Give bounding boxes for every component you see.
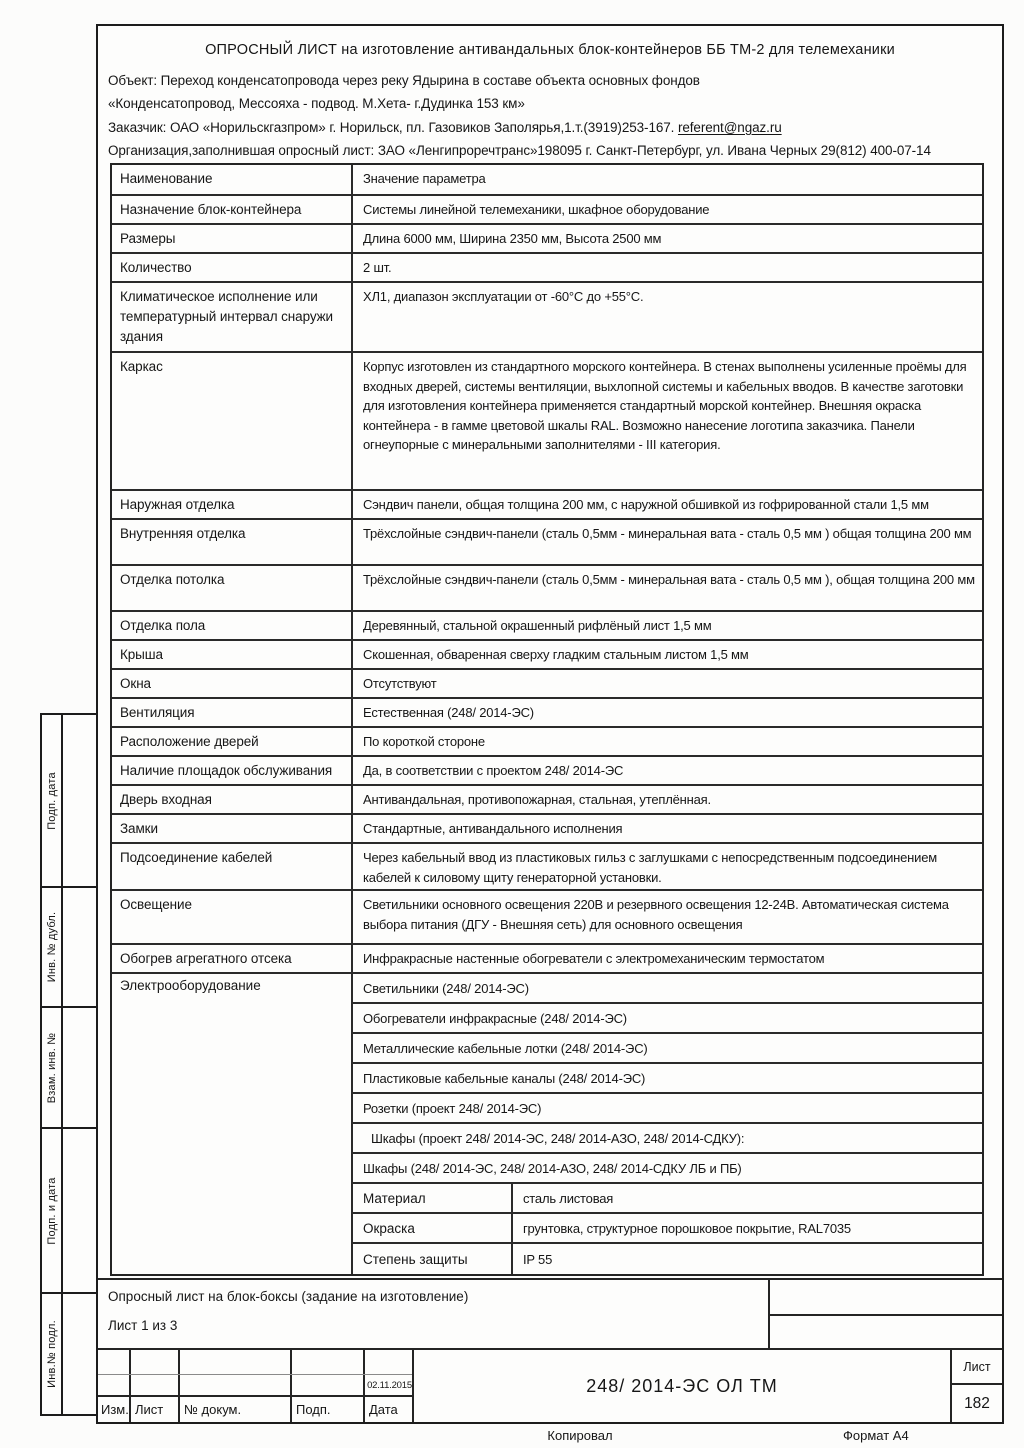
param-name-cell: Окраска bbox=[353, 1214, 513, 1242]
electro-pair bbox=[353, 1244, 982, 1274]
electro-item: Розетки (проект 248/ 2014-ЭС) bbox=[353, 1094, 982, 1124]
electro-item: Пластиковые кабельные каналы (248/ 2014-ЭС) bbox=[353, 1064, 982, 1094]
stamp-col-podp: Подп. bbox=[292, 1397, 365, 1422]
param-name-cell: Крыша bbox=[112, 641, 353, 668]
param-name-cell: Размеры bbox=[112, 225, 353, 252]
side-stamp-label: Инв. № дубл. bbox=[45, 911, 58, 983]
param-value-cell: ХЛ1, диапазон эксплуатации от -60°С до +55°С. bbox=[363, 289, 644, 304]
table-row bbox=[112, 489, 982, 518]
param-value-cell: Значение параметра bbox=[363, 171, 486, 186]
stamp-date: 02.11.2015 bbox=[367, 1379, 412, 1391]
param-name-cell: Наличие площадок обслуживания bbox=[112, 757, 353, 784]
sheet-counter: Лист 1 из 3 bbox=[108, 1318, 178, 1333]
param-value-cell: IP 55 bbox=[523, 1251, 553, 1267]
side-stamp-empty-cell bbox=[63, 1008, 96, 1127]
electro-item: Шкафы (проект 248/ 2014-ЭС, 248/ 2014-АЗО, 248/ 2014-СДКУ): bbox=[353, 1124, 982, 1154]
copied-label: Копировал bbox=[547, 1428, 613, 1443]
param-name-cell: Отделка потолка bbox=[112, 566, 353, 610]
param-name-cell: Назначение блок-контейнера bbox=[112, 196, 353, 223]
stamp-col-data: Дата bbox=[369, 1402, 398, 1417]
side-stamp-empty-cell bbox=[63, 715, 96, 886]
stamp-col-dokum: № докум. bbox=[180, 1397, 292, 1422]
side-stamp-label-cell bbox=[42, 1008, 63, 1127]
side-stamp-empty-cell bbox=[63, 1294, 96, 1414]
table-row bbox=[112, 281, 982, 351]
param-name-cell: Количество bbox=[112, 254, 353, 281]
table-row bbox=[112, 889, 982, 943]
param-name-cell: Климатическое исполнение или температурный интервал снаружи здания bbox=[112, 283, 353, 351]
side-stamp-label: Подп. дата bbox=[45, 771, 58, 830]
side-stamp-label-cell bbox=[42, 1294, 63, 1414]
table-row bbox=[112, 726, 982, 755]
table-row bbox=[112, 194, 982, 223]
sheet-frame bbox=[96, 24, 1004, 1424]
stamp-col-list: Лист bbox=[131, 1397, 180, 1422]
side-stamp-cell bbox=[40, 1127, 98, 1294]
param-name-cell: Отделка пола bbox=[112, 612, 353, 639]
electro-item: Обогреватели инфракрасные (248/ 2014-ЭС) bbox=[353, 1004, 982, 1034]
electro-pair bbox=[353, 1184, 982, 1214]
table-row bbox=[112, 813, 982, 842]
table-row bbox=[112, 697, 982, 726]
param-value-cell: Естественная (248/ 2014-ЭС) bbox=[363, 705, 534, 720]
electro-pair bbox=[353, 1214, 982, 1244]
param-name-cell: Освещение bbox=[112, 891, 353, 943]
table-row bbox=[112, 564, 982, 610]
param-value-cell: грунтовка, структурное порошковое покрытие, RAL7035 bbox=[523, 1220, 851, 1236]
object-line-2: «Конденсатопровод, Мессояха - подвод. М.Хета- г.Дудинка 153 км» bbox=[108, 96, 525, 112]
document-header bbox=[108, 69, 996, 163]
footer-band bbox=[98, 1278, 1002, 1350]
revision-labels-row bbox=[98, 1397, 412, 1422]
param-name-cell: Наименование bbox=[112, 165, 353, 194]
param-name-cell: Расположение дверей bbox=[112, 728, 353, 755]
param-value-cell: Корпус изготовлен из стандартного морского контейнера. В стенах выполнены усиленные проёмы для входных дверей, системы вентиляции, выхлопной системы и кабельных вводов. В качестве заготовки для изготовления контейнера применяется стандартный морской контейнер. Внешняя окраска контейнера - в гамме цветовой шкалы RAL. Возможно нанесение логотипа заказчика. Панели огнеупорные с минеральными заполнителями - III категория. bbox=[363, 359, 967, 452]
doc-number: 248/ 2014-ЭС ОЛ ТМ bbox=[586, 1375, 778, 1396]
object-line-1: Объект: Переход конденсатопровода через реку Ядырина в составе объекта основных фондов bbox=[108, 73, 700, 88]
param-value-cell: 2 шт. bbox=[363, 260, 392, 275]
param-value-cell: По короткой стороне bbox=[363, 734, 485, 749]
param-name-cell: Наружная отделка bbox=[112, 491, 353, 518]
param-name-cell: Окна bbox=[112, 670, 353, 697]
table-row bbox=[112, 755, 982, 784]
table-row bbox=[112, 223, 982, 252]
side-stamp-label: Инв.№ подл. bbox=[45, 1320, 58, 1388]
table-row bbox=[112, 784, 982, 813]
table-row bbox=[112, 351, 982, 489]
table-row bbox=[112, 610, 982, 639]
format-label: Формат А4 bbox=[843, 1428, 909, 1443]
footer-empty-cell-2 bbox=[770, 1316, 1002, 1350]
param-value-cell: Светильники основного освещения 220В и резервного освещения 12-24В. Автоматическая система выбора питания (ДГУ - Внешняя сеть) для основного освещения bbox=[363, 897, 949, 932]
sheet-cell bbox=[950, 1350, 1002, 1422]
param-value-cell: Системы линейной телемеханики, шкафное оборудование bbox=[363, 202, 710, 217]
side-stamp-empty-cell bbox=[63, 888, 96, 1006]
table-row bbox=[112, 252, 982, 281]
param-name-cell: Дверь входная bbox=[112, 786, 353, 813]
electro-pairs bbox=[353, 1184, 982, 1274]
side-stamp-label-cell bbox=[42, 1129, 63, 1292]
param-name-cell: Электрооборудование bbox=[112, 974, 353, 1274]
param-value-cell: Через кабельный ввод из пластиковых гильз с заглушками с непосредственным подсоединением кабелей к силовому щиту генераторной установки. bbox=[363, 850, 937, 885]
spec-table-rows bbox=[112, 165, 982, 972]
param-value-cell: Скошенная, обваренная сверху гладким стальным листом 1,5 мм bbox=[363, 647, 749, 662]
electro-right-cell bbox=[353, 974, 982, 1274]
footer-note: Опросный лист на блок-боксы (задание на изготовление) bbox=[108, 1289, 469, 1304]
sheet-label: Лист bbox=[952, 1350, 1002, 1385]
electro-items bbox=[353, 974, 982, 1184]
table-row bbox=[112, 165, 982, 194]
param-name-cell: Подсоединение кабелей bbox=[112, 844, 353, 889]
sheet-number: 182 bbox=[964, 1394, 990, 1412]
document-title: ОПРОСНЫЙ ЛИСТ на изготовление антивандальных блок-контейнеров ББ ТМ-2 для телемеханики bbox=[205, 42, 895, 58]
revision-row-1 bbox=[98, 1350, 412, 1375]
side-stamp-label-cell bbox=[42, 715, 63, 886]
customer-text: Заказчик: ОАО «Норильскгазпром» г. Норильск, пл. Газовиков Заполярья,1.т.(3919)253-167. bbox=[108, 119, 678, 135]
revision-row-2 bbox=[98, 1375, 412, 1397]
param-name-cell: Замки bbox=[112, 815, 353, 842]
side-stamp-label: Взам. инв. № bbox=[45, 1032, 58, 1103]
table-row bbox=[112, 943, 982, 972]
electro-item: Металлические кабельные лотки (248/ 2014-ЭС) bbox=[353, 1034, 982, 1064]
param-name-cell: Материал bbox=[353, 1184, 513, 1212]
param-value-cell: Отсутствуют bbox=[363, 676, 437, 691]
param-value-cell: Стандартные, антивандального исполнения bbox=[363, 821, 623, 836]
side-stamp bbox=[40, 713, 98, 1416]
spec-table bbox=[110, 163, 984, 1276]
side-stamp-label: Подп. и дата bbox=[45, 1176, 58, 1245]
table-row bbox=[112, 518, 982, 564]
table-row bbox=[112, 842, 982, 889]
organization-line: Организация,заполнившая опросный лист: ЗАО «Ленгипроречтранс»198095 г. Санкт-Петербург, ул. Ивана Черных 29(812) 400-07-14 bbox=[108, 143, 931, 159]
param-name-cell: Обогрев агрегатного отсека bbox=[112, 945, 353, 972]
title-block bbox=[98, 1348, 1002, 1422]
param-value-cell: Длина 6000 мм, Ширина 2350 мм, Высота 2500 мм bbox=[363, 231, 662, 246]
side-stamp-label-cell bbox=[42, 888, 63, 1006]
param-name-cell: Степень защиты bbox=[353, 1244, 513, 1274]
param-value-cell: Инфракрасные настенные обогреватели с электромеханическим термостатом bbox=[363, 951, 825, 966]
table-row bbox=[112, 668, 982, 697]
param-value-cell: Да, в соответствии с проектом 248/ 2014-ЭС bbox=[363, 763, 624, 778]
customer-email-link[interactable]: referent@ngaz.ru bbox=[677, 119, 782, 135]
electro-item: Шкафы (248/ 2014-ЭС, 248/ 2014-АЗО, 248/ 2014-СДКУ ЛБ и ПБ) bbox=[353, 1154, 982, 1184]
param-value-cell: Деревянный, стальной окрашенный рифлёный лист 1,5 мм bbox=[363, 618, 712, 633]
customer-line bbox=[108, 116, 996, 139]
side-stamp-empty-cell bbox=[63, 1129, 96, 1292]
footer-empty-cells bbox=[770, 1280, 1002, 1350]
side-stamp-cell bbox=[40, 1006, 98, 1129]
footer-note-cell bbox=[98, 1280, 770, 1350]
param-value-cell: Сэндвич панели, общая толщина 200 мм, с наружной обшивкой из гофрированной стали 1,5 мм bbox=[363, 497, 929, 512]
table-row bbox=[112, 639, 982, 668]
side-stamp-cell bbox=[40, 1292, 98, 1416]
param-name-cell: Внутренняя отделка bbox=[112, 520, 353, 564]
side-stamp-cell bbox=[40, 713, 98, 888]
param-name-cell: Вентиляция bbox=[112, 699, 353, 726]
param-name-cell: Каркас bbox=[112, 353, 353, 489]
side-stamp-cell bbox=[40, 886, 98, 1008]
param-value-cell: Антивандальная, противопожарная, стальная, утеплённая. bbox=[363, 792, 711, 807]
footer-empty-cell-1 bbox=[770, 1280, 1002, 1316]
electro-equipment-row bbox=[112, 972, 982, 1274]
revision-grid bbox=[98, 1350, 414, 1422]
param-value-cell: сталь листовая bbox=[523, 1190, 614, 1206]
stamp-col-izm: Изм. bbox=[98, 1397, 131, 1422]
param-value-cell: Трёхслойные сэндвич-панели (сталь 0,5мм - минеральная вата - сталь 0,5 мм ) общая толщина 200 мм bbox=[363, 526, 972, 541]
param-value-cell: Трёхслойные сэндвич-панели (сталь 0,5мм - минеральная вата - сталь 0,5 мм ), общая толщина 200 мм bbox=[363, 572, 975, 587]
electro-item: Светильники (248/ 2014-ЭС) bbox=[353, 974, 982, 1004]
